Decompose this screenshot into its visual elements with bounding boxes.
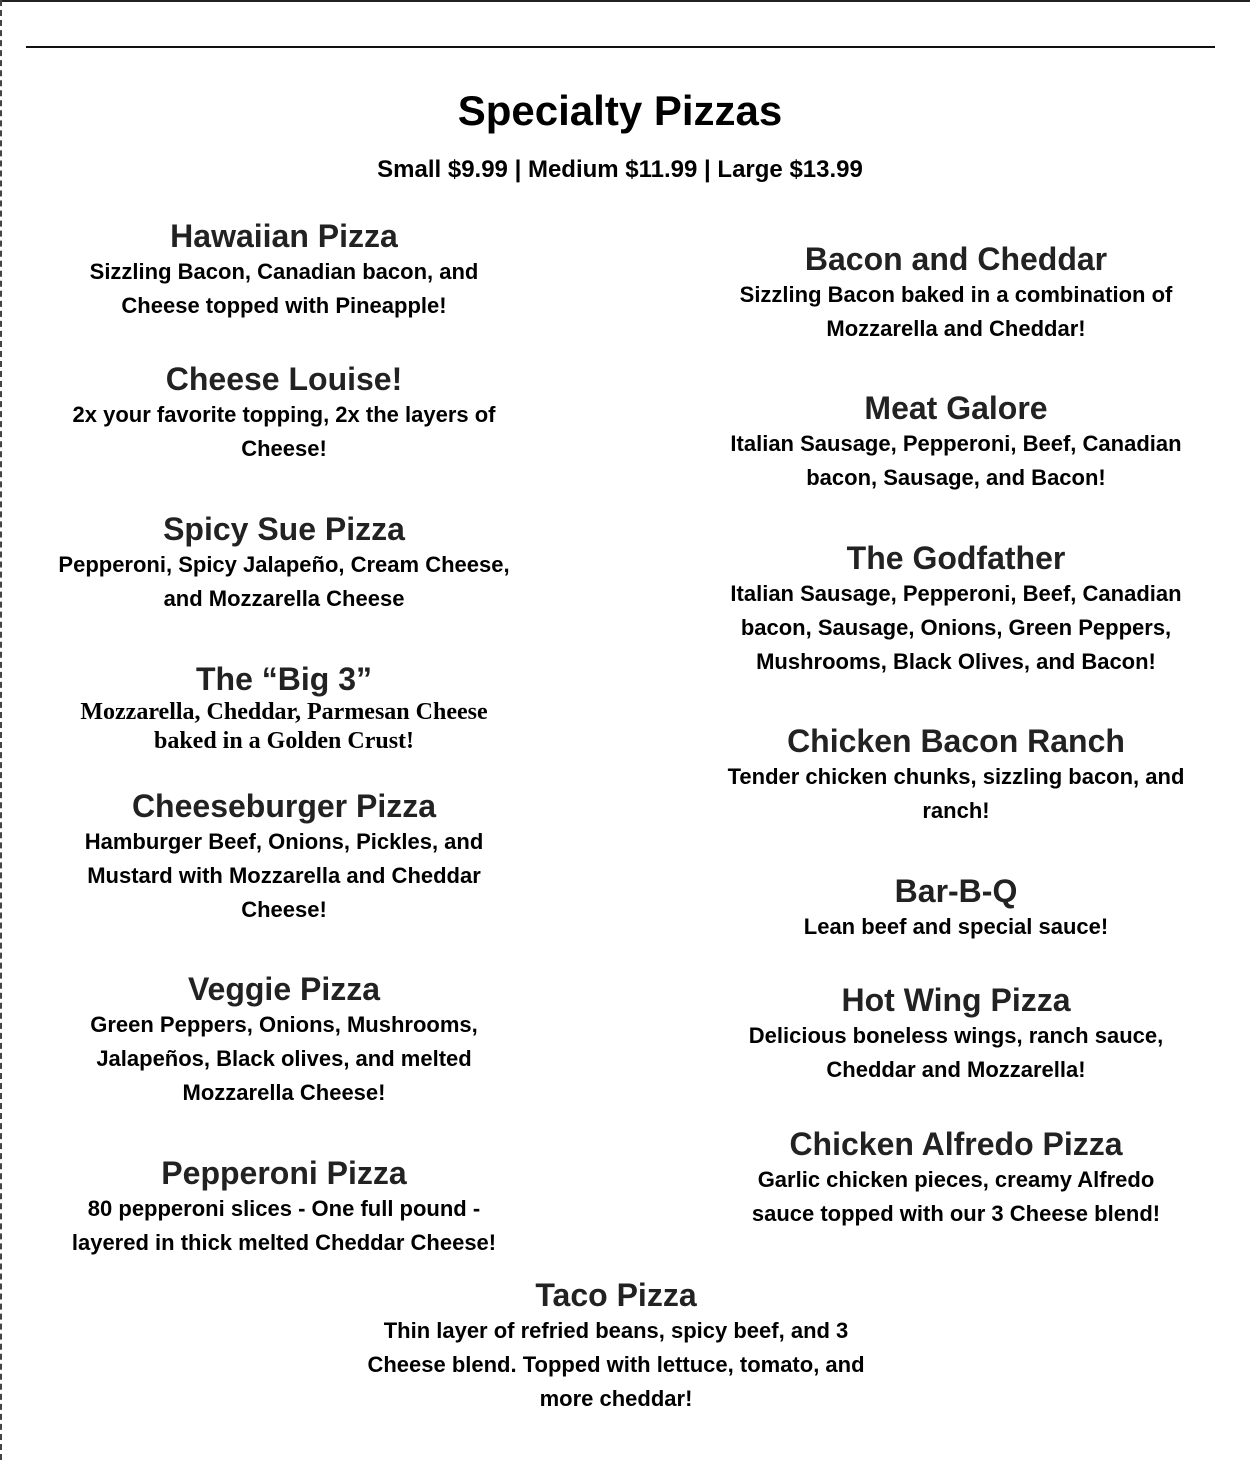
menu-item-chicken-bacon-ranch — [700, 722, 1212, 828]
menu-item-name: Cheeseburger Pizza — [131, 788, 437, 824]
menu-item-name: Veggie Pizza — [187, 971, 381, 1007]
menu-item-description: Green Peppers, Onions, Mushrooms, Jalapeños, Black olives, and melted Mozzarella Cheese! — [90, 1012, 478, 1105]
menu-item-name: Spicy Sue Pizza — [163, 511, 405, 547]
menu-item-description: Italian Sausage, Pepperoni, Beef, Canadian bacon, Sausage, Onions, Green Peppers, Mushrooms, Black Olives, and Bacon! — [730, 581, 1182, 674]
menu-item-name: Meat Galore — [864, 390, 1048, 426]
menu-item-chicken-alfredo — [700, 1125, 1212, 1231]
menu-item-name: Chicken Alfredo Pizza — [789, 1126, 1123, 1162]
price-line: Small $9.99 | Medium $11.99 | Large $13.99 — [377, 156, 863, 183]
menu-item-description: Garlic chicken pieces, creamy Alfredo sauce topped with our 3 Cheese blend! — [751, 1167, 1161, 1226]
page-top-border — [0, 0, 1250, 2]
menu-item-hawaiian — [30, 217, 538, 323]
menu-item-name: Bacon and Cheddar — [804, 241, 1108, 277]
menu-item-description: Thin layer of refried beans, spicy beef, and 3 Cheese blend. Topped with lettuce, tomato, and more cheddar! — [367, 1318, 865, 1411]
menu-item-description: Pepperoni, Spicy Jalapeño, Cream Cheese, and Mozzarella Cheese — [58, 552, 510, 611]
menu-item-description: Mozzarella, Cheddar, Parmesan Cheese baked in a Golden Crust! — [80, 699, 488, 754]
menu-item-spicy-sue — [30, 510, 538, 616]
menu-item-name: The Godfather — [846, 540, 1066, 576]
menu-item-description: Tender chicken chunks, sizzling bacon, and ranch! — [727, 764, 1185, 823]
menu-item-description: Hamburger Beef, Onions, Pickles, and Mustard with Mozzarella and Cheddar Cheese! — [84, 829, 484, 922]
menu-item-name: The “Big 3” — [195, 661, 372, 697]
menu-item-name: Cheese Louise! — [165, 361, 403, 397]
menu-item-description: Sizzling Bacon baked in a combination of Mozzarella and Cheddar! — [739, 282, 1173, 341]
menu-item-description: Sizzling Bacon, Canadian bacon, and Cheese topped with Pineapple! — [89, 259, 479, 318]
menu-item-description: 80 pepperoni slices - One full pound - layered in thick melted Cheddar Cheese! — [71, 1196, 497, 1255]
menu-item-big-3 — [30, 660, 538, 756]
menu-item-hot-wing — [700, 981, 1212, 1087]
menu-item-bacon-cheddar — [700, 240, 1212, 346]
menu-item-cheeseburger — [30, 787, 538, 927]
menu-item-meat-galore — [700, 389, 1212, 495]
menu-item-name: Hawaiian Pizza — [170, 218, 398, 254]
header-rule — [26, 46, 1215, 48]
page-title: Specialty Pizzas — [457, 87, 783, 134]
menu-item-description: 2x your favorite topping, 2x the layers of Cheese! — [72, 402, 496, 461]
menu-item-taco — [330, 1276, 902, 1416]
menu-item-description: Delicious boneless wings, ranch sauce, Cheddar and Mozzarella! — [748, 1023, 1164, 1082]
menu-item-bar-b-q — [700, 872, 1212, 944]
menu-item-name: Hot Wing Pizza — [841, 982, 1071, 1018]
page-left-border — [0, 0, 2, 1460]
menu-item-name: Bar-B-Q — [894, 873, 1018, 909]
menu-item-name: Chicken Bacon Ranch — [787, 723, 1125, 759]
menu-item-pepperoni — [30, 1154, 538, 1260]
menu-item-description: Lean beef and special sauce! — [803, 914, 1109, 939]
menu-item-cheese-louise — [30, 360, 538, 466]
menu-item-name: Pepperoni Pizza — [161, 1155, 407, 1191]
menu-item-name: Taco Pizza — [535, 1277, 697, 1313]
menu-item-description: Italian Sausage, Pepperoni, Beef, Canadian bacon, Sausage, and Bacon! — [730, 431, 1182, 490]
menu-item-veggie — [30, 970, 538, 1110]
menu-item-godfather — [700, 539, 1212, 679]
